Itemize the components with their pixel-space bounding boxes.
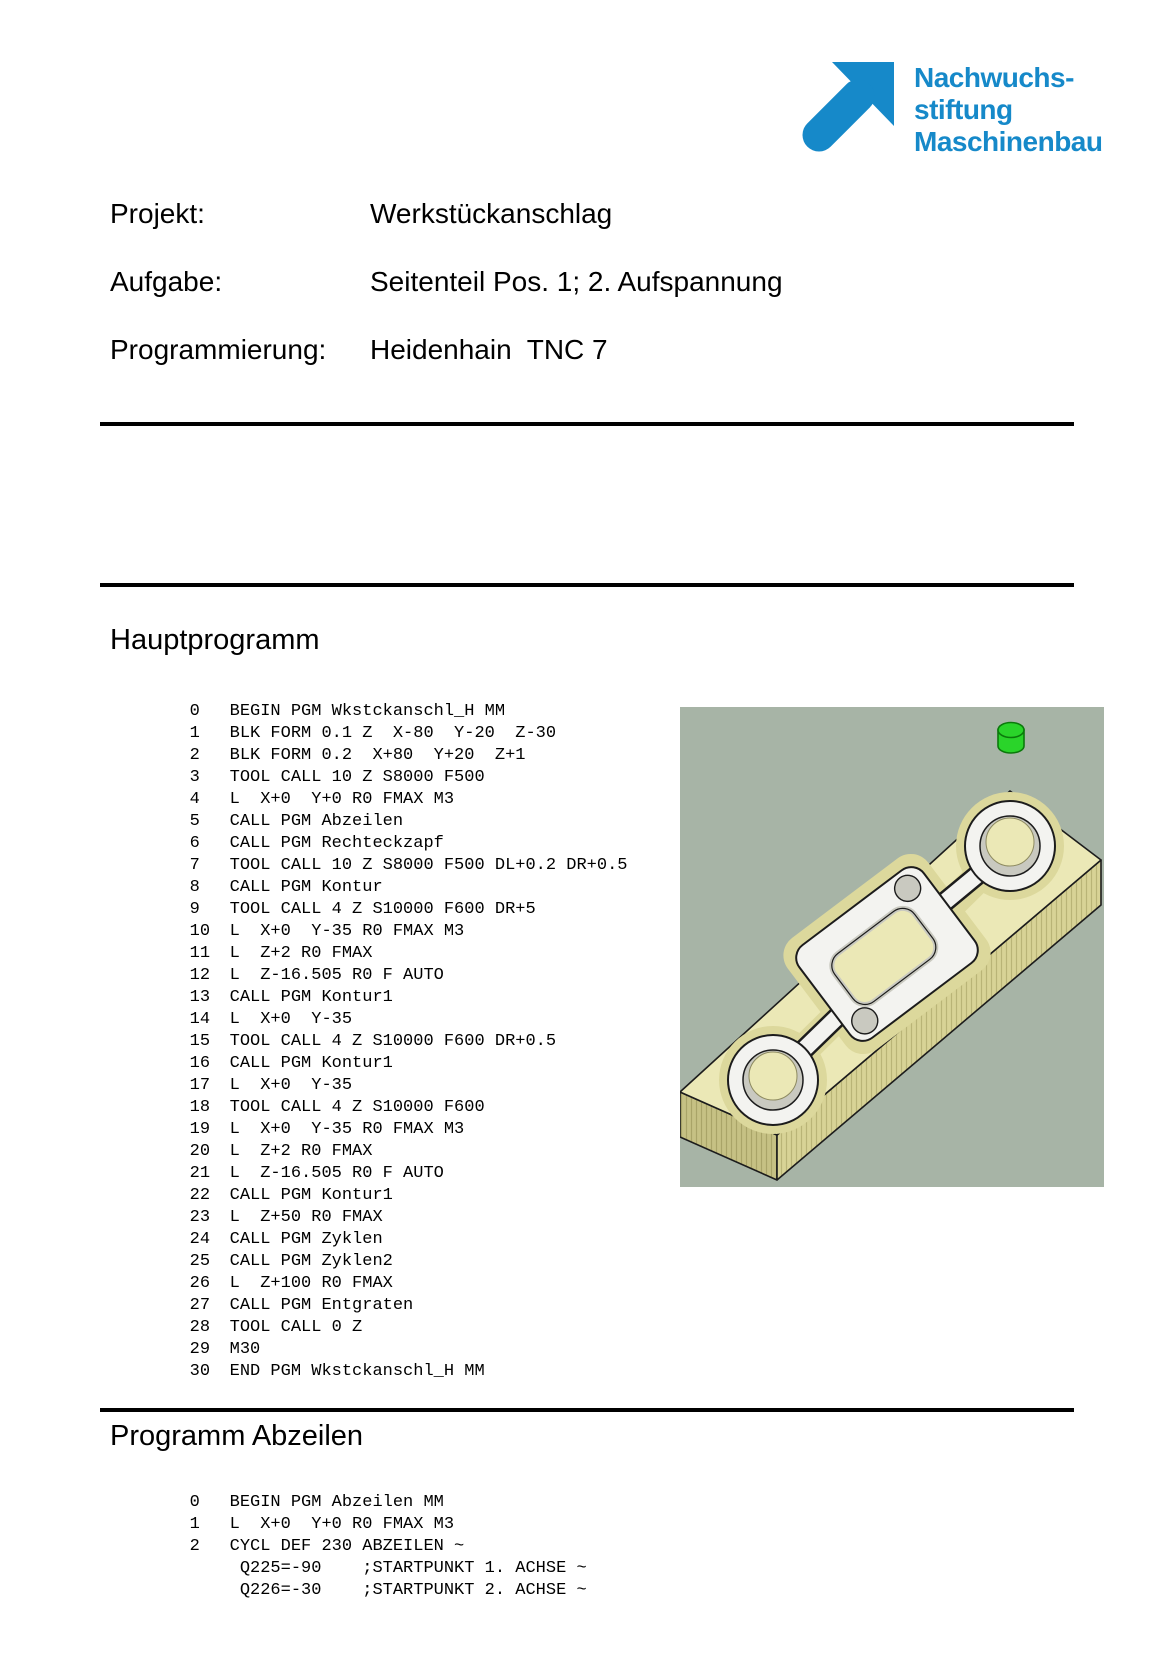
code-line-text: L Z+50 R0 FMAX: [229, 1208, 383, 1227]
code-line-text: CYCL DEF 230 ABZEILEN ~: [229, 1537, 465, 1556]
code-line-number: 26: [189, 1274, 211, 1293]
upper-ring-boss: [965, 801, 1055, 891]
code-line-number: 11: [189, 944, 211, 963]
code-line-text: CALL PGM Kontur1: [229, 1186, 393, 1205]
code-line-number: 20: [189, 1142, 211, 1161]
code-line-number: 3: [189, 768, 200, 787]
code-line-text: BLK FORM 0.1 Z X-80 Y-20 Z-30: [229, 724, 557, 743]
code-line-number: 10: [189, 922, 211, 941]
logo: [802, 62, 1102, 158]
section-title-programm-abzeilen: Programm Abzeilen: [110, 1420, 364, 1452]
cam-simulation-image: [680, 707, 1104, 1187]
field-label: Aufgabe:: [110, 266, 223, 297]
horizontal-rule: [100, 422, 1074, 426]
code-line-number: 0: [189, 1493, 200, 1512]
lower-ring-boss: [728, 1035, 818, 1125]
code-line-text: L Z-16.505 R0 F AUTO: [229, 966, 444, 985]
field-value: Seitenteil Pos. 1; 2. Aufspannung: [370, 266, 783, 297]
code-line-text: L Z+2 R0 FMAX: [229, 1142, 373, 1161]
code-line-number: 1: [189, 1515, 200, 1534]
logo-text-line: Nachwuchs-: [914, 62, 1074, 93]
code-line: [108, 679, 628, 721]
project-header-row: [110, 198, 1010, 266]
code-line-number: 5: [189, 812, 200, 831]
code-line-number: 16: [189, 1054, 211, 1073]
code-line-number: 28: [189, 1318, 211, 1337]
cam-simulation-render: [680, 707, 1104, 1187]
code-line-text: L X+0 Y+0 R0 FMAX M3: [229, 790, 455, 809]
code-line-number: 22: [189, 1186, 211, 1205]
logo-text-line: Maschinenbau: [914, 126, 1103, 157]
code-line-text: L X+0 Y-35 R0 FMAX M3: [229, 922, 465, 941]
code-line-text: BEGIN PGM Wkstckanschl_H MM: [229, 702, 506, 721]
code-line-text: CALL PGM Entgraten: [229, 1296, 414, 1315]
code-line-text: CALL PGM Kontur1: [229, 1054, 393, 1073]
tool-cylinder: [998, 723, 1024, 754]
code-line-number: 27: [189, 1296, 211, 1315]
code-line-number: 30: [189, 1362, 211, 1381]
code-line-number: 7: [189, 856, 200, 875]
code-line-number: 21: [189, 1164, 211, 1183]
code-line-text: BLK FORM 0.2 X+80 Y+20 Z+1: [229, 746, 526, 765]
field-label: Programmierung:: [110, 334, 327, 365]
code-line-number: 15: [189, 1032, 211, 1051]
code-line-text: CALL PGM Zyklen2: [229, 1252, 393, 1271]
field-value: Werkstückanschlag: [370, 198, 613, 229]
field-label: Projekt:: [110, 198, 205, 229]
code-line-text: TOOL CALL 10 Z S8000 F500 DL+0.2 DR+0.5: [229, 856, 628, 875]
code-line-number: 2: [189, 1537, 200, 1556]
code-line-number: 24: [189, 1230, 211, 1249]
project-header: [110, 198, 1010, 402]
code-line: [108, 1470, 587, 1512]
code-line-number: 25: [189, 1252, 211, 1271]
project-header-row: [110, 334, 1010, 402]
code-line-text: CALL PGM Kontur: [229, 878, 383, 897]
code-line-text: TOOL CALL 4 Z S10000 F600: [229, 1098, 485, 1117]
code-line-number: 19: [189, 1120, 211, 1139]
code-line-text: L Z-16.505 R0 F AUTO: [229, 1164, 444, 1183]
code-line-number: 6: [189, 834, 200, 853]
code-line-text: CALL PGM Abzeilen: [229, 812, 404, 831]
main-program-code: [108, 679, 628, 1381]
code-line-number: 29: [189, 1340, 211, 1359]
code-line-text: CALL PGM Kontur1: [229, 988, 393, 1007]
code-line-text: TOOL CALL 10 Z S8000 F500: [229, 768, 485, 787]
code-line-text: L Z+2 R0 FMAX: [229, 944, 373, 963]
horizontal-rule: [100, 1408, 1074, 1412]
code-line-number: 8: [189, 878, 200, 897]
code-line-text: BEGIN PGM Abzeilen MM: [229, 1493, 444, 1512]
code-line-text: M30: [229, 1340, 261, 1359]
code-line-number: 1: [189, 724, 200, 743]
code-line-number: 0: [189, 702, 200, 721]
arrow-up-right-icon: [802, 62, 894, 154]
code-line-number: 23: [189, 1208, 211, 1227]
code-line-number: 4: [189, 790, 200, 809]
field-value: Heidenhain TNC 7: [370, 334, 608, 365]
code-line-text: TOOL CALL 4 Z S10000 F600 DR+0.5: [229, 1032, 557, 1051]
code-line-text: Q225=-90 ;STARTPUNKT 1. ACHSE ~: [229, 1559, 587, 1578]
project-header-row: [110, 266, 1010, 334]
code-line-number: 17: [189, 1076, 211, 1095]
code-line-number: 13: [189, 988, 211, 1007]
logo-text-line: stiftung: [914, 94, 1013, 125]
code-line-text: Q226=-30 ;STARTPUNKT 2. ACHSE ~: [229, 1581, 587, 1600]
code-line-text: TOOL CALL 4 Z S10000 F600 DR+5: [229, 900, 536, 919]
code-line-text: L X+0 Y-35: [229, 1010, 353, 1029]
code-line-text: L X+0 Y-35: [229, 1076, 353, 1095]
horizontal-rule: [100, 583, 1074, 587]
sub-program-code: [108, 1470, 587, 1600]
code-line-number: 14: [189, 1010, 211, 1029]
code-line-number: 18: [189, 1098, 211, 1117]
code-line-text: CALL PGM Rechteckzapf: [229, 834, 444, 853]
code-line-text: END PGM Wkstckanschl_H MM: [229, 1362, 485, 1381]
code-line-text: L Z+100 R0 FMAX: [229, 1274, 393, 1293]
code-line-number: 12: [189, 966, 211, 985]
code-line-number: 9: [189, 900, 200, 919]
section-title-hauptprogramm: Hauptprogramm: [110, 624, 320, 656]
code-line-text: L X+0 Y-35 R0 FMAX M3: [229, 1120, 465, 1139]
code-line-number: 2: [189, 746, 200, 765]
code-line-text: L X+0 Y+0 R0 FMAX M3: [229, 1515, 455, 1534]
code-line-text: CALL PGM Zyklen: [229, 1230, 383, 1249]
code-line-text: TOOL CALL 0 Z: [229, 1318, 363, 1337]
logo-text: [914, 62, 1102, 158]
